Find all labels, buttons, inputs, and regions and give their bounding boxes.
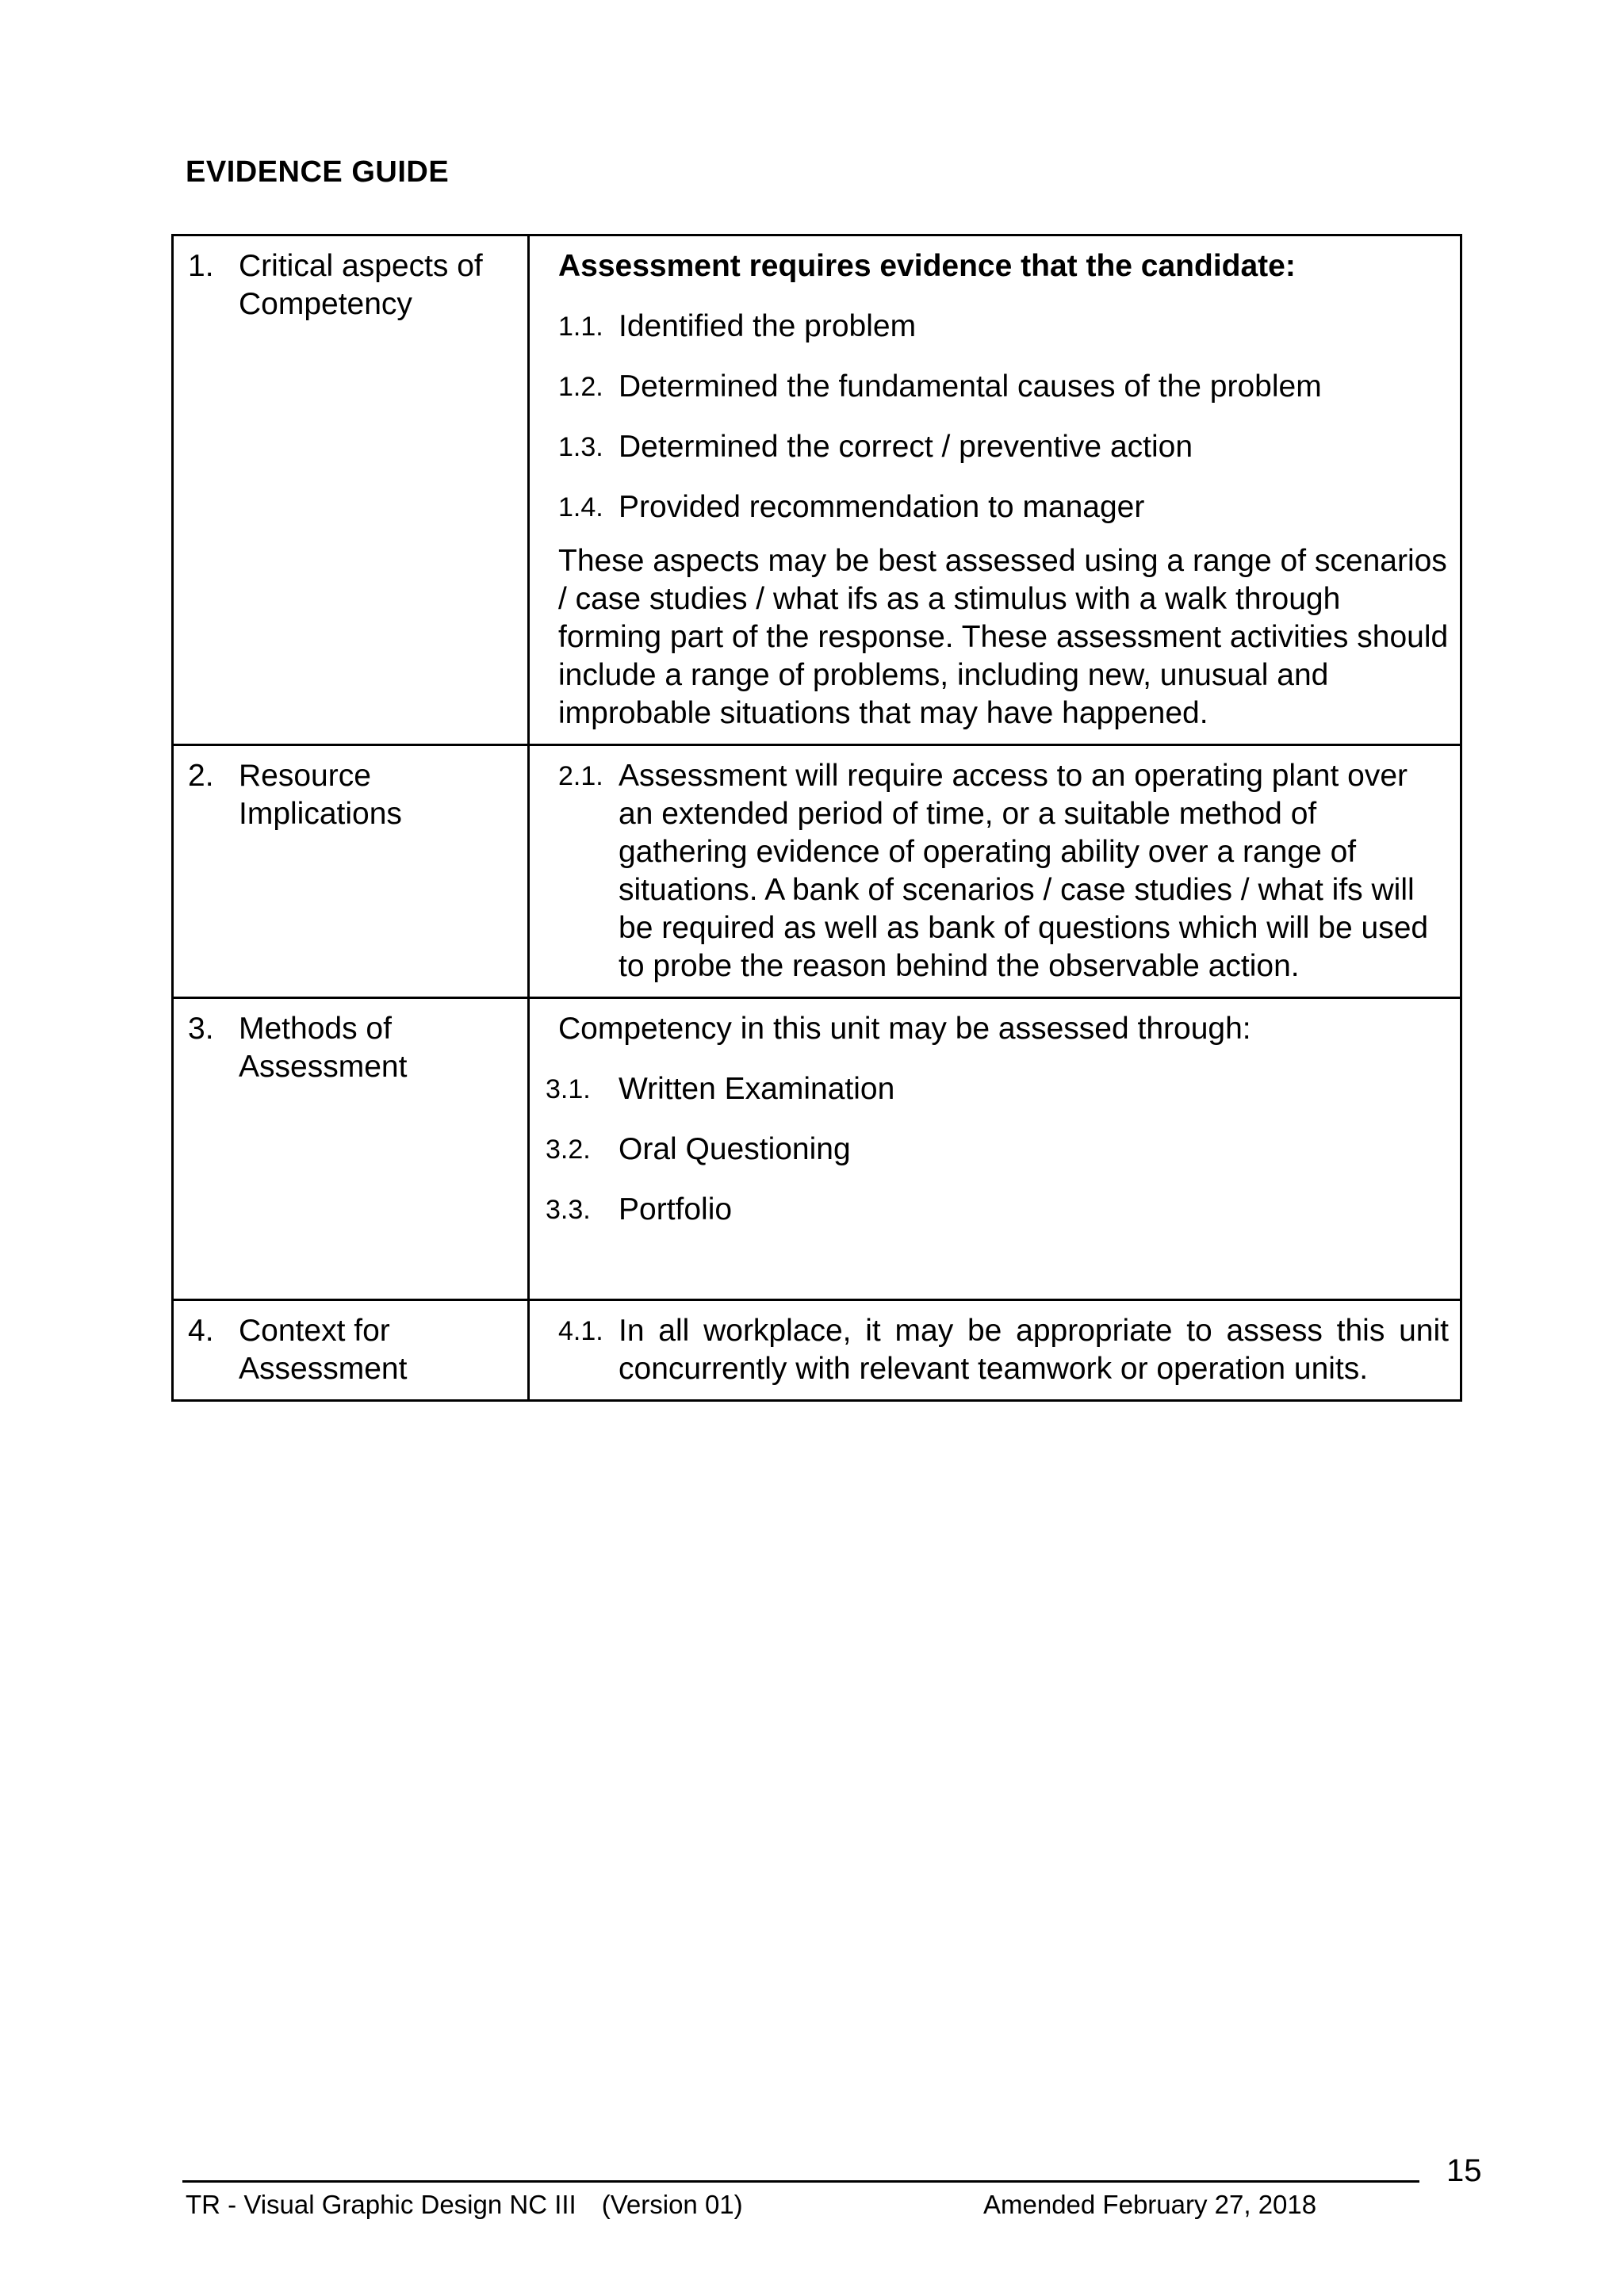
footer-document-info (186, 2190, 743, 2220)
list-item (546, 1131, 1449, 1169)
row-content-cell (529, 998, 1461, 1300)
item-number: 1.3. (558, 432, 603, 462)
item-text: Portfolio (619, 1192, 733, 1226)
row-label: Context for Assessment (239, 1314, 408, 1386)
row-number: 2. (188, 759, 214, 793)
item-text: Provided recommendation to manager (619, 490, 1145, 524)
row-number: 1. (188, 249, 214, 283)
item-text: Determined the fundamental causes of the problem (619, 369, 1322, 404)
row-intro: Assessment requires evidence that the candidate: (558, 249, 1296, 283)
list-item (546, 1070, 1449, 1108)
item-text: Identified the problem (619, 309, 917, 343)
row-intro: Competency in this unit may be assessed through: (558, 1012, 1251, 1046)
table-row (173, 235, 1461, 745)
item-text: Assessment will require access to an operating plant over an extended period of time, or a suitable method of gathering evidence of operating ability over a range of situations. A bank of scenarios / case studies / what ifs will be required as well as bank of questions which will be used to probe the reason behind the observable action. (619, 759, 1429, 983)
table-row (173, 998, 1461, 1300)
item-number: 4.1. (558, 1316, 603, 1346)
table-row (173, 745, 1461, 998)
row-number: 4. (188, 1314, 214, 1348)
list-item (546, 1191, 1449, 1229)
list-item (558, 757, 1449, 985)
list-item (558, 428, 1449, 466)
item-number: 1.4. (558, 492, 603, 522)
item-text: Determined the correct / preventive action (619, 430, 1193, 464)
row-number: 3. (188, 1012, 214, 1046)
section-heading: EVIDENCE GUIDE (186, 155, 450, 189)
row-label-cell (173, 745, 529, 998)
table-row (173, 1300, 1461, 1401)
list-item (558, 308, 1449, 346)
row-content-cell (529, 745, 1461, 998)
item-text: In all workplace, it may be appropriate to assess this unit concurrently with relevant teamwork or operation units. (619, 1314, 1449, 1386)
item-number: 3.2. (546, 1135, 591, 1165)
item-number: 1.2. (558, 372, 603, 402)
item-number: 3.1. (546, 1074, 591, 1104)
footer-title: TR - Visual Graphic Design NC III (186, 2190, 576, 2219)
item-text: Written Examination (619, 1072, 895, 1106)
methods-list (546, 1070, 1449, 1229)
item-number: 2.1. (558, 761, 603, 791)
footer-divider (182, 2180, 1419, 2183)
row-label: Methods of Assessment (239, 1012, 408, 1084)
list-item (558, 368, 1449, 406)
footer-version: (Version 01) (601, 2190, 743, 2219)
list-item (558, 1312, 1449, 1388)
row-paragraph: These aspects may be best assessed using a range of scenarios / case studies / what ifs as a stimulus with a walk through forming part of the response. These assessment activities should include a range of problems, including new, unusual and improbable situations that may have happened. (558, 544, 1449, 730)
row-label: Critical aspects of Competency (239, 249, 483, 321)
row-label-cell (173, 235, 529, 745)
row-label-cell (173, 998, 529, 1300)
footer-amended-date: Amended February 27, 2018 (983, 2190, 1317, 2219)
evidence-guide-table (171, 234, 1462, 1402)
item-number: 3.3. (546, 1195, 591, 1225)
row-label: Resource Implications (239, 759, 402, 831)
item-text: Oral Questioning (619, 1132, 851, 1166)
list-item (558, 488, 1449, 526)
row-label-cell (173, 1300, 529, 1401)
page-number: 15 (1446, 2153, 1482, 2188)
row-content-cell (529, 235, 1461, 745)
row-content-cell (529, 1300, 1461, 1401)
item-number: 1.1. (558, 312, 603, 342)
